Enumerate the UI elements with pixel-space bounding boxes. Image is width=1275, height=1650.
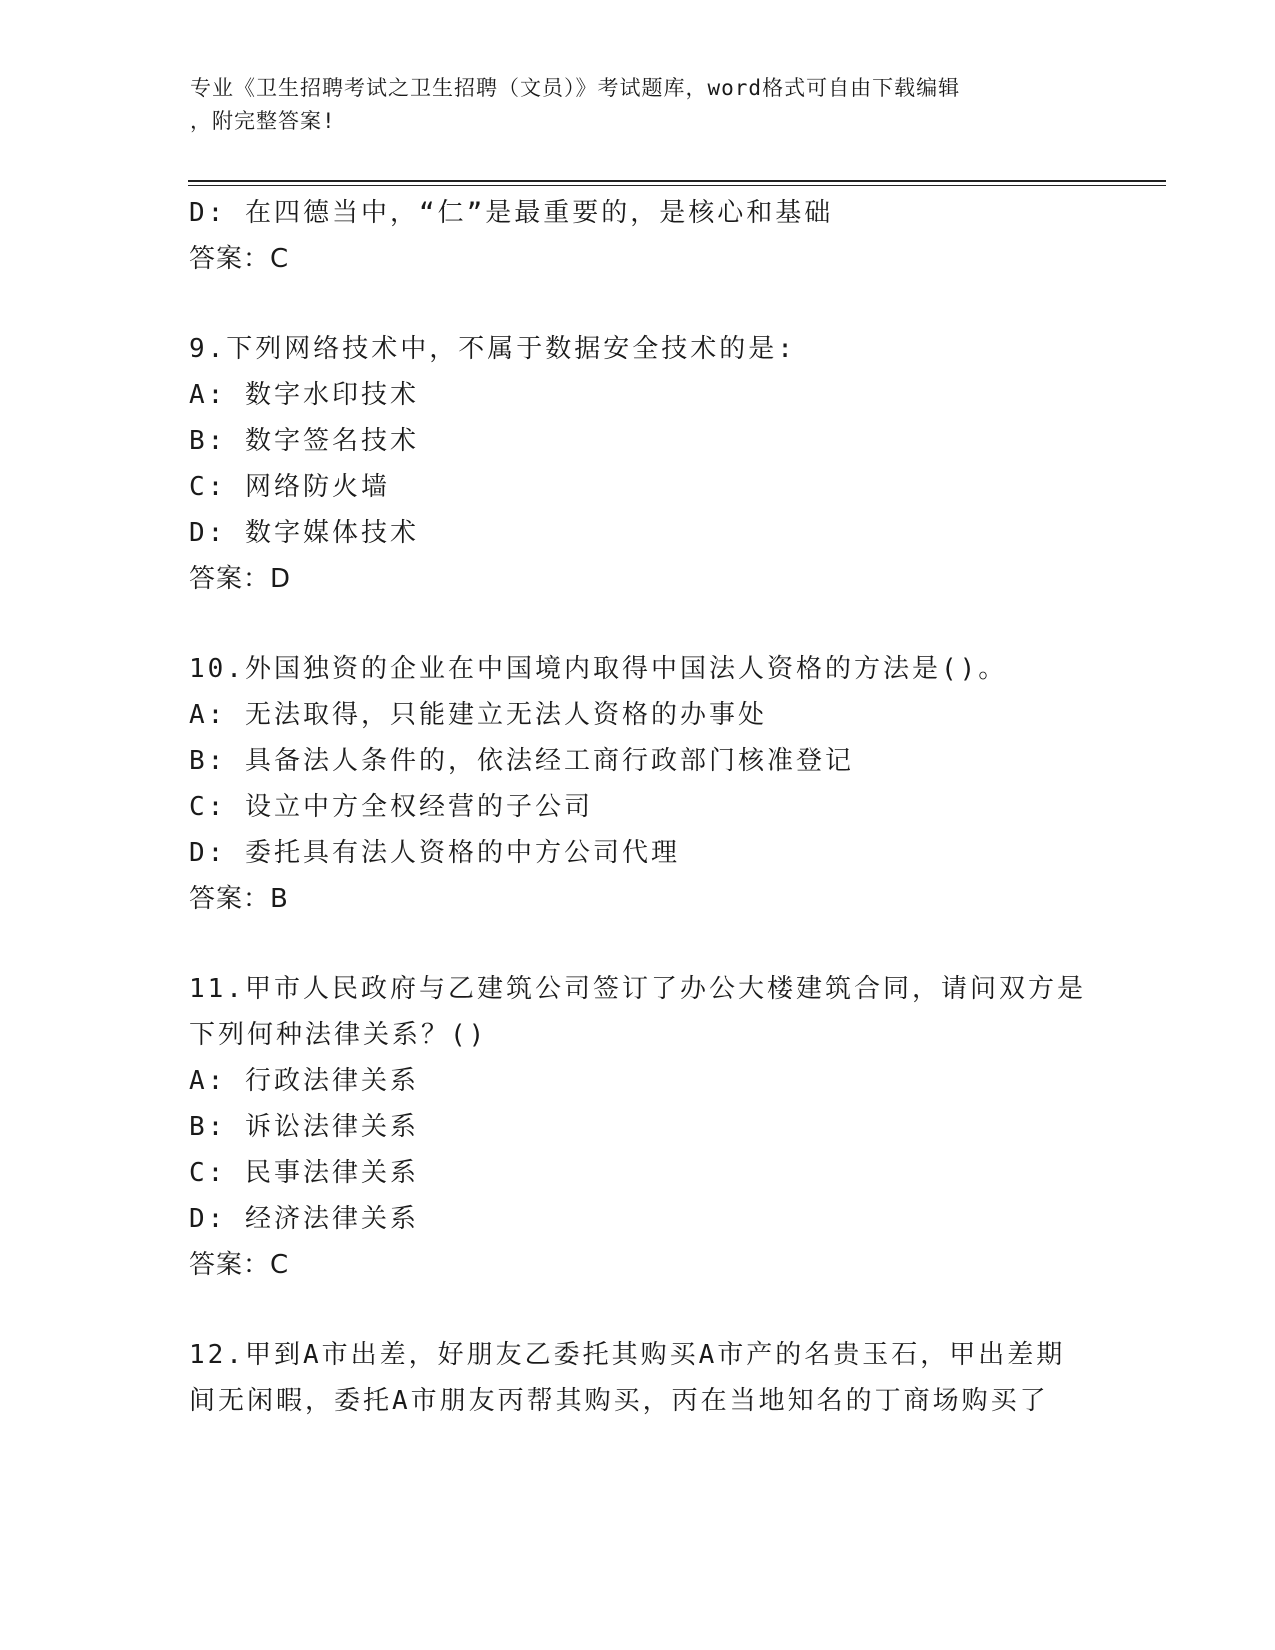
option-b: B: 诉讼法律关系	[189, 1112, 419, 1142]
question-content	[189, 190, 1089, 1424]
header-line-1: 专业《卫生招聘考试之卫生招聘（文员）》考试题库，word格式可自由下载编辑	[190, 76, 961, 100]
option-d: D: 在四德当中，“仁”是最重要的，是核心和基础	[189, 198, 834, 228]
question-stem: 11.甲市人民政府与乙建筑公司签订了办公大楼建筑合同，请问双方是	[189, 974, 1086, 1004]
question-stem-continued: 下列何种法律关系？()	[189, 1020, 488, 1050]
question-block-11	[189, 966, 1089, 1288]
option-c: C: 设立中方全权经营的子公司	[189, 792, 593, 822]
question-block-8-tail	[189, 190, 1089, 282]
question-stem: 10.外国独资的企业在中国境内取得中国法人资格的方法是()。	[189, 654, 1008, 684]
question-block-10	[189, 646, 1089, 922]
question-stem: 12.甲到A市出差，好朋友乙委托其购买A市产的名贵玉石，甲出差期	[189, 1340, 1066, 1370]
answer-line: 答案：C	[189, 1250, 290, 1280]
option-a: A: 行政法律关系	[189, 1066, 419, 1096]
option-a: A: 无法取得，只能建立无法人资格的办事处	[189, 700, 767, 730]
option-b: B: 具备法人条件的，依法经工商行政部门核准登记	[189, 746, 854, 776]
answer-line: 答案：B	[189, 884, 289, 914]
page-header	[190, 72, 1090, 138]
question-stem: 9.下列网络技术中，不属于数据安全技术的是:	[189, 334, 796, 364]
option-c: C: 网络防火墙	[189, 472, 390, 502]
question-stem-continued: 间无闲暇，委托A市朋友丙帮其购买，丙在当地知名的丁商场购买了	[189, 1386, 1049, 1416]
question-gap	[189, 602, 1089, 646]
header-divider-thin	[188, 185, 1166, 186]
question-block-9	[189, 326, 1089, 602]
header-line-2: ，附完整答案!	[190, 109, 336, 133]
answer-line: 答案：C	[189, 244, 290, 274]
option-d: D: 数字媒体技术	[189, 518, 419, 548]
option-b: B: 数字签名技术	[189, 426, 419, 456]
answer-line: 答案：D	[189, 564, 292, 594]
question-gap	[189, 282, 1089, 326]
question-gap	[189, 922, 1089, 966]
question-block-12	[189, 1332, 1089, 1424]
option-a: A: 数字水印技术	[189, 380, 419, 410]
question-gap	[189, 1288, 1089, 1332]
option-c: C: 民事法律关系	[189, 1158, 419, 1188]
option-d: D: 经济法律关系	[189, 1204, 419, 1234]
header-divider-thick	[188, 180, 1166, 182]
option-d: D: 委托具有法人资格的中方公司代理	[189, 838, 680, 868]
